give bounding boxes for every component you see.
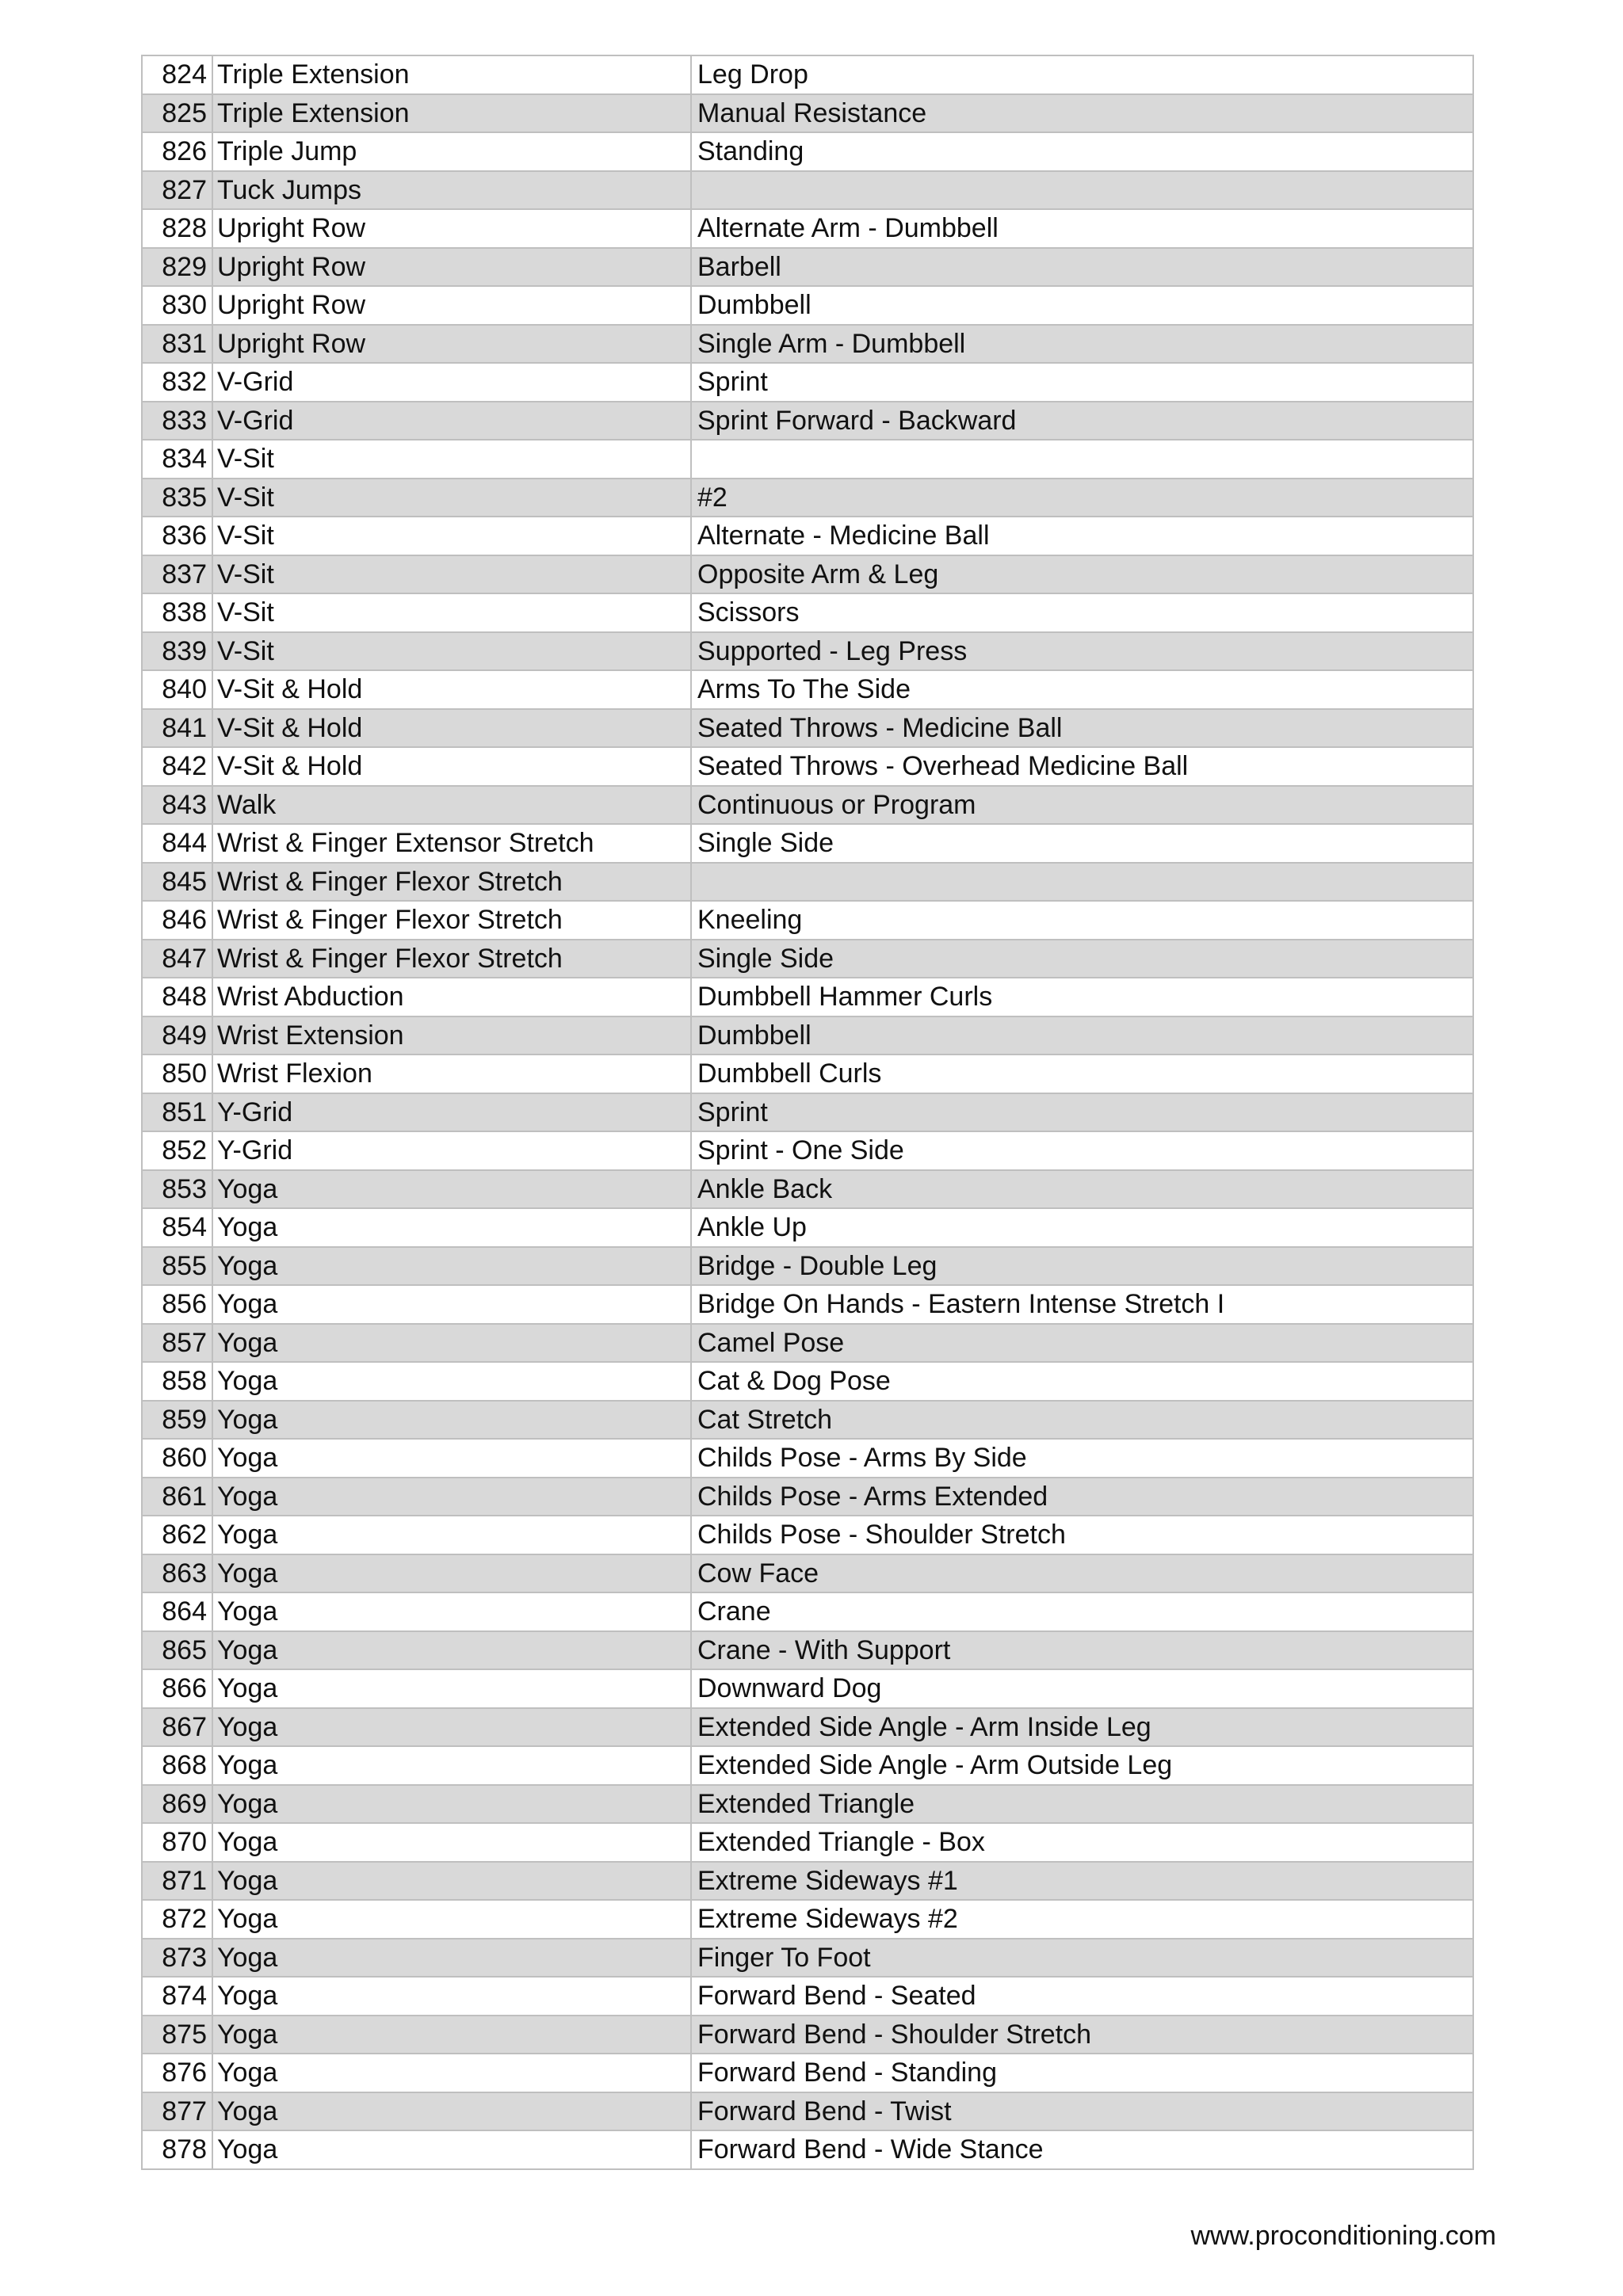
row-number-cell: 877 (142, 2092, 212, 2131)
row-number-cell: 862 (142, 1516, 212, 1554)
row-number-cell: 831 (142, 325, 212, 364)
exercise-name-cell: V-Sit (212, 632, 691, 671)
row-number-cell: 829 (142, 248, 212, 287)
table-row (142, 2130, 1473, 2169)
exercise-name-cell: Yoga (212, 1554, 691, 1593)
row-number-cell: 864 (142, 1592, 212, 1631)
exercise-name-cell: Wrist Extension (212, 1016, 691, 1055)
variation-cell: Standing (691, 132, 1473, 171)
exercise-name-cell: Yoga (212, 2054, 691, 2092)
row-number-cell: 867 (142, 1708, 212, 1747)
exercise-name-cell: V-Sit & Hold (212, 747, 691, 786)
variation-cell: Alternate Arm - Dumbbell (691, 209, 1473, 248)
table-row (142, 1977, 1473, 2016)
table-row (142, 171, 1473, 210)
row-number-cell: 873 (142, 1939, 212, 1978)
exercise-name-cell: Yoga (212, 2092, 691, 2131)
row-number-cell: 851 (142, 1093, 212, 1132)
row-number-cell: 846 (142, 901, 212, 940)
row-number-cell: 854 (142, 1208, 212, 1247)
exercise-name-cell: V-Grid (212, 363, 691, 402)
variation-cell: Cat & Dog Pose (691, 1362, 1473, 1401)
exercise-name-cell: Yoga (212, 1746, 691, 1785)
exercise-name-cell: Yoga (212, 1631, 691, 1670)
table-row (142, 286, 1473, 325)
table-row (142, 1746, 1473, 1785)
row-number-cell: 843 (142, 786, 212, 825)
variation-cell: Camel Pose (691, 1324, 1473, 1363)
exercise-table (141, 55, 1474, 2170)
exercise-name-cell: Y-Grid (212, 1093, 691, 1132)
exercise-name-cell: V-Sit (212, 440, 691, 479)
variation-cell: Barbell (691, 248, 1473, 287)
row-number-cell: 871 (142, 1862, 212, 1901)
variation-cell: Continuous or Program (691, 786, 1473, 825)
variation-cell: Childs Pose - Arms By Side (691, 1439, 1473, 1478)
variation-cell: Alternate - Medicine Ball (691, 517, 1473, 555)
variation-cell: Extended Side Angle - Arm Outside Leg (691, 1746, 1473, 1785)
variation-cell: Leg Drop (691, 55, 1473, 94)
row-number-cell: 875 (142, 2016, 212, 2054)
variation-cell: Seated Throws - Overhead Medicine Ball (691, 747, 1473, 786)
row-number-cell: 824 (142, 55, 212, 94)
variation-cell: Extended Triangle - Box (691, 1823, 1473, 1862)
exercise-name-cell: Yoga (212, 1939, 691, 1978)
variation-cell: Dumbbell (691, 286, 1473, 325)
row-number-cell: 856 (142, 1285, 212, 1324)
exercise-name-cell: Yoga (212, 1247, 691, 1286)
table-row (142, 1592, 1473, 1631)
exercise-name-cell: Triple Extension (212, 94, 691, 133)
row-number-cell: 868 (142, 1746, 212, 1785)
exercise-name-cell: Yoga (212, 1516, 691, 1554)
exercise-name-cell: Yoga (212, 1823, 691, 1862)
table-row (142, 248, 1473, 287)
row-number-cell: 855 (142, 1247, 212, 1286)
row-number-cell: 849 (142, 1016, 212, 1055)
exercise-name-cell: V-Sit (212, 479, 691, 517)
row-number-cell: 841 (142, 709, 212, 748)
table-row (142, 1055, 1473, 1093)
table-row (142, 1247, 1473, 1286)
table-row (142, 1439, 1473, 1478)
row-number-cell: 828 (142, 209, 212, 248)
exercise-name-cell: Yoga (212, 1862, 691, 1901)
variation-cell: Cat Stretch (691, 1401, 1473, 1440)
exercise-name-cell: Upright Row (212, 325, 691, 364)
table-row (142, 132, 1473, 171)
exercise-name-cell: V-Grid (212, 402, 691, 441)
exercise-name-cell: Wrist & Finger Flexor Stretch (212, 940, 691, 978)
table-row (142, 978, 1473, 1016)
row-number-cell: 870 (142, 1823, 212, 1862)
table-row (142, 632, 1473, 671)
row-number-cell: 869 (142, 1785, 212, 1824)
table-row (142, 786, 1473, 825)
row-number-cell: 838 (142, 593, 212, 632)
table-row (142, 593, 1473, 632)
row-number-cell: 825 (142, 94, 212, 133)
variation-cell: Manual Resistance (691, 94, 1473, 133)
variation-cell: Extreme Sideways #2 (691, 1900, 1473, 1939)
row-number-cell: 844 (142, 824, 212, 863)
row-number-cell: 859 (142, 1401, 212, 1440)
variation-cell (691, 863, 1473, 902)
row-number-cell: 842 (142, 747, 212, 786)
exercise-name-cell: Triple Jump (212, 132, 691, 171)
row-number-cell: 878 (142, 2130, 212, 2169)
variation-cell: Extended Side Angle - Arm Inside Leg (691, 1708, 1473, 1747)
table-row (142, 55, 1473, 94)
exercise-name-cell: V-Sit & Hold (212, 709, 691, 748)
row-number-cell: 832 (142, 363, 212, 402)
variation-cell: Forward Bend - Standing (691, 2054, 1473, 2092)
exercise-name-cell: Upright Row (212, 209, 691, 248)
exercise-name-cell: Yoga (212, 2016, 691, 2054)
row-number-cell: 872 (142, 1900, 212, 1939)
footer-website-url: www.proconditioning.com (1190, 2221, 1496, 2251)
row-number-cell: 858 (142, 1362, 212, 1401)
table-row (142, 1708, 1473, 1747)
exercise-name-cell: Yoga (212, 1478, 691, 1516)
variation-cell: Forward Bend - Shoulder Stretch (691, 2016, 1473, 2054)
exercise-name-cell: Yoga (212, 1401, 691, 1440)
table-row (142, 1478, 1473, 1516)
exercise-name-cell: Triple Extension (212, 55, 691, 94)
row-number-cell: 853 (142, 1170, 212, 1209)
table-row (142, 1669, 1473, 1708)
exercise-name-cell: Upright Row (212, 248, 691, 287)
variation-cell: Single Side (691, 824, 1473, 863)
exercise-name-cell: Yoga (212, 1170, 691, 1209)
variation-cell: Ankle Back (691, 1170, 1473, 1209)
variation-cell: Arms To The Side (691, 670, 1473, 709)
table-row (142, 1362, 1473, 1401)
table-row (142, 824, 1473, 863)
table-row (142, 1785, 1473, 1824)
row-number-cell: 850 (142, 1055, 212, 1093)
variation-cell: Forward Bend - Wide Stance (691, 2130, 1473, 2169)
exercise-name-cell: V-Sit & Hold (212, 670, 691, 709)
row-number-cell: 866 (142, 1669, 212, 1708)
exercise-name-cell: Tuck Jumps (212, 171, 691, 210)
row-number-cell: 857 (142, 1324, 212, 1363)
exercise-name-cell: Wrist Abduction (212, 978, 691, 1016)
row-number-cell: 863 (142, 1554, 212, 1593)
table-row (142, 94, 1473, 133)
table-row (142, 901, 1473, 940)
variation-cell (691, 440, 1473, 479)
variation-cell: Single Arm - Dumbbell (691, 325, 1473, 364)
row-number-cell: 847 (142, 940, 212, 978)
table-row (142, 1939, 1473, 1978)
table-row (142, 709, 1473, 748)
table-row (142, 1285, 1473, 1324)
row-number-cell: 861 (142, 1478, 212, 1516)
table-row (142, 863, 1473, 902)
exercise-name-cell: Yoga (212, 1208, 691, 1247)
exercise-name-cell: Wrist & Finger Flexor Stretch (212, 863, 691, 902)
exercise-name-cell: V-Sit (212, 593, 691, 632)
exercise-name-cell: Yoga (212, 1362, 691, 1401)
table-row (142, 1016, 1473, 1055)
row-number-cell: 860 (142, 1439, 212, 1478)
row-number-cell: 827 (142, 171, 212, 210)
variation-cell: Childs Pose - Shoulder Stretch (691, 1516, 1473, 1554)
exercise-name-cell: Yoga (212, 1900, 691, 1939)
exercise-name-cell: Upright Row (212, 286, 691, 325)
exercise-name-cell: Yoga (212, 1669, 691, 1708)
variation-cell: Bridge On Hands - Eastern Intense Stretch I (691, 1285, 1473, 1324)
row-number-cell: 874 (142, 1977, 212, 2016)
exercise-name-cell: Yoga (212, 1785, 691, 1824)
table-row (142, 747, 1473, 786)
table-row (142, 363, 1473, 402)
table-row (142, 940, 1473, 978)
variation-cell: Downward Dog (691, 1669, 1473, 1708)
variation-cell: Sprint (691, 363, 1473, 402)
row-number-cell: 833 (142, 402, 212, 441)
row-number-cell: 826 (142, 132, 212, 171)
table-row (142, 440, 1473, 479)
variation-cell: Sprint Forward - Backward (691, 402, 1473, 441)
exercise-name-cell: Yoga (212, 1592, 691, 1631)
table-row (142, 402, 1473, 441)
exercise-name-cell: Wrist Flexion (212, 1055, 691, 1093)
exercise-name-cell: Yoga (212, 1708, 691, 1747)
exercise-name-cell: Wrist & Finger Extensor Stretch (212, 824, 691, 863)
exercise-name-cell: V-Sit (212, 555, 691, 594)
variation-cell: Supported - Leg Press (691, 632, 1473, 671)
variation-cell: Dumbbell Hammer Curls (691, 978, 1473, 1016)
variation-cell: Bridge - Double Leg (691, 1247, 1473, 1286)
table-row (142, 670, 1473, 709)
exercise-name-cell: Wrist & Finger Flexor Stretch (212, 901, 691, 940)
variation-cell: Crane (691, 1592, 1473, 1631)
table-row (142, 517, 1473, 555)
exercise-name-cell: Yoga (212, 1977, 691, 2016)
variation-cell: Single Side (691, 940, 1473, 978)
variation-cell: Sprint - One Side (691, 1131, 1473, 1170)
table-row (142, 2092, 1473, 2131)
table-row (142, 1093, 1473, 1132)
table-row (142, 1401, 1473, 1440)
table-row (142, 1554, 1473, 1593)
exercise-name-cell: Yoga (212, 2130, 691, 2169)
variation-cell: Dumbbell (691, 1016, 1473, 1055)
exercise-name-cell: Walk (212, 786, 691, 825)
variation-cell: Childs Pose - Arms Extended (691, 1478, 1473, 1516)
variation-cell: Seated Throws - Medicine Ball (691, 709, 1473, 748)
row-number-cell: 852 (142, 1131, 212, 1170)
table-row (142, 209, 1473, 248)
exercise-name-cell: Yoga (212, 1324, 691, 1363)
table-row (142, 1631, 1473, 1670)
table-row (142, 1208, 1473, 1247)
table-row (142, 2016, 1473, 2054)
variation-cell: Opposite Arm & Leg (691, 555, 1473, 594)
exercise-name-cell: Yoga (212, 1285, 691, 1324)
variation-cell: Extended Triangle (691, 1785, 1473, 1824)
row-number-cell: 848 (142, 978, 212, 1016)
variation-cell: Sprint (691, 1093, 1473, 1132)
variation-cell (691, 171, 1473, 210)
variation-cell: Scissors (691, 593, 1473, 632)
variation-cell: Dumbbell Curls (691, 1055, 1473, 1093)
table-row (142, 325, 1473, 364)
table-row (142, 1516, 1473, 1554)
variation-cell: #2 (691, 479, 1473, 517)
table-row (142, 2054, 1473, 2092)
variation-cell: Kneeling (691, 901, 1473, 940)
row-number-cell: 835 (142, 479, 212, 517)
variation-cell: Extreme Sideways #1 (691, 1862, 1473, 1901)
table-row (142, 1131, 1473, 1170)
exercise-name-cell: V-Sit (212, 517, 691, 555)
table-row (142, 1170, 1473, 1209)
variation-cell: Crane - With Support (691, 1631, 1473, 1670)
row-number-cell: 836 (142, 517, 212, 555)
exercise-name-cell: Yoga (212, 1439, 691, 1478)
table-row (142, 1862, 1473, 1901)
exercise-name-cell: Y-Grid (212, 1131, 691, 1170)
row-number-cell: 876 (142, 2054, 212, 2092)
table-row (142, 1324, 1473, 1363)
row-number-cell: 837 (142, 555, 212, 594)
row-number-cell: 834 (142, 440, 212, 479)
exercise-table-body (142, 55, 1473, 2169)
row-number-cell: 830 (142, 286, 212, 325)
row-number-cell: 839 (142, 632, 212, 671)
table-row (142, 479, 1473, 517)
variation-cell: Forward Bend - Twist (691, 2092, 1473, 2131)
row-number-cell: 840 (142, 670, 212, 709)
variation-cell: Forward Bend - Seated (691, 1977, 1473, 2016)
variation-cell: Ankle Up (691, 1208, 1473, 1247)
row-number-cell: 865 (142, 1631, 212, 1670)
table-row (142, 1900, 1473, 1939)
table-row (142, 555, 1473, 594)
table-row (142, 1823, 1473, 1862)
row-number-cell: 845 (142, 863, 212, 902)
variation-cell: Finger To Foot (691, 1939, 1473, 1978)
variation-cell: Cow Face (691, 1554, 1473, 1593)
